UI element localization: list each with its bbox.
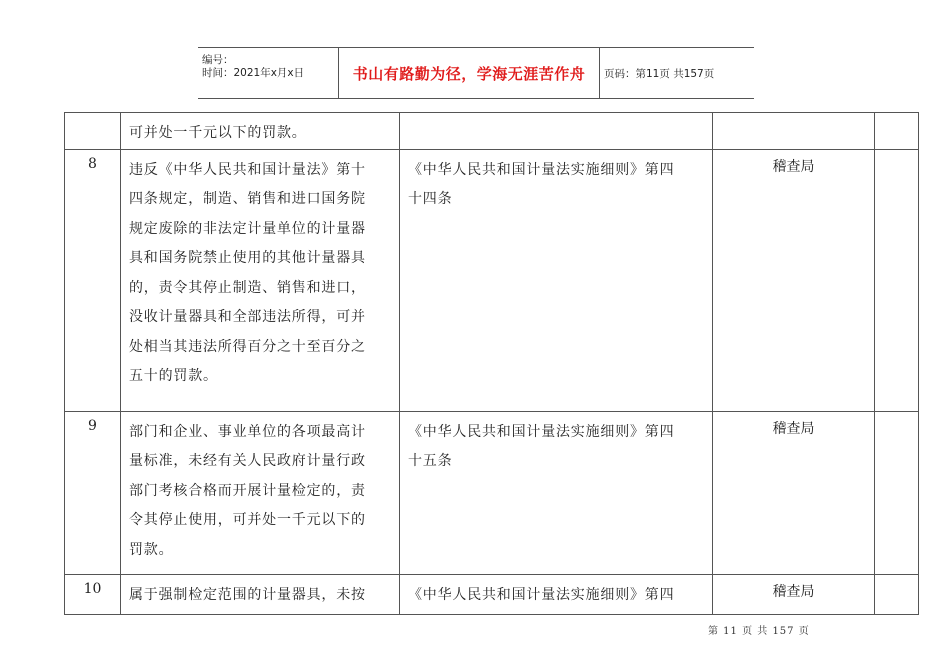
description-line: 规定废除的非法定计量单位的计量器 xyxy=(129,220,366,237)
remarks-cell xyxy=(875,149,919,411)
table-row xyxy=(65,113,919,150)
header-motto: 书山有路勤为径，学海无涯苦作舟 xyxy=(338,48,600,98)
description-line: 五十的罚款。 xyxy=(129,368,218,384)
description-line: 部门和企业、事业单位的各项最高计 xyxy=(129,423,366,440)
legal-basis xyxy=(400,574,713,614)
table-row xyxy=(65,574,919,614)
basis-line: 十五条 xyxy=(408,453,453,469)
enforcing-agency: 稽查局 xyxy=(713,574,875,614)
row-number: 8 xyxy=(65,149,121,411)
basis-line: 《中华人民共和国计量法实施细则》第四 xyxy=(408,586,675,603)
row-number: 10 xyxy=(65,574,121,614)
description-line: 处相当其违法所得百分之十至百分之 xyxy=(129,338,366,355)
description-line: 罚款。 xyxy=(129,541,174,558)
enforcing-agency: 稽查局 xyxy=(713,411,875,574)
enforcing-agency: 稽查局 xyxy=(713,149,875,411)
description-line: 违反《中华人民共和国计量法》第十 xyxy=(129,161,366,178)
time-label: 时间：2021年x月x日 xyxy=(202,67,305,79)
table-row xyxy=(65,411,919,574)
row-number: 9 xyxy=(65,411,121,574)
description-line: 属于强制检定范围的计量器具，未按 xyxy=(129,586,366,603)
description-line: 没收计量器具和全部违法所得，可并 xyxy=(129,309,366,325)
table-row xyxy=(65,149,919,411)
number-label: 编号： xyxy=(202,54,234,66)
header-meta xyxy=(198,48,338,98)
page-header xyxy=(198,47,754,99)
violation-description xyxy=(121,149,400,411)
violation-description xyxy=(121,574,400,614)
enforcing-agency xyxy=(713,113,875,150)
penalty-table xyxy=(64,112,919,615)
description-line: 量标准，未经有关人民政府计量行政 xyxy=(129,453,366,469)
violation-description xyxy=(121,411,400,574)
remarks-cell xyxy=(875,411,919,574)
basis-line: 十四条 xyxy=(408,191,453,207)
basis-line: 《中华人民共和国计量法实施细则》第四 xyxy=(408,161,675,178)
description-line: 可并处一千元以下的罚款。 xyxy=(129,125,307,141)
legal-basis xyxy=(400,149,713,411)
basis-line: 《中华人民共和国计量法实施细则》第四 xyxy=(408,423,675,440)
legal-basis xyxy=(400,411,713,574)
legal-basis xyxy=(400,113,713,150)
remarks-cell xyxy=(875,574,919,614)
remarks-cell xyxy=(875,113,919,150)
description-line: 部门考核合格而开展计量检定的，责 xyxy=(129,482,366,499)
row-number xyxy=(65,113,121,150)
page-footer: 第 11 页 共 157 页 xyxy=(708,626,810,637)
violation-description xyxy=(121,113,400,150)
description-line: 的，责令其停止制造、销售和进口， xyxy=(129,279,366,296)
description-line: 四条规定，制造、销售和进口国务院 xyxy=(129,191,366,207)
description-line: 具和国务院禁止使用的其他计量器具 xyxy=(129,250,366,266)
description-line: 令其停止使用，可并处一千元以下的 xyxy=(129,512,366,528)
header-page-label: 页码：第11页 共157页 xyxy=(604,67,715,80)
